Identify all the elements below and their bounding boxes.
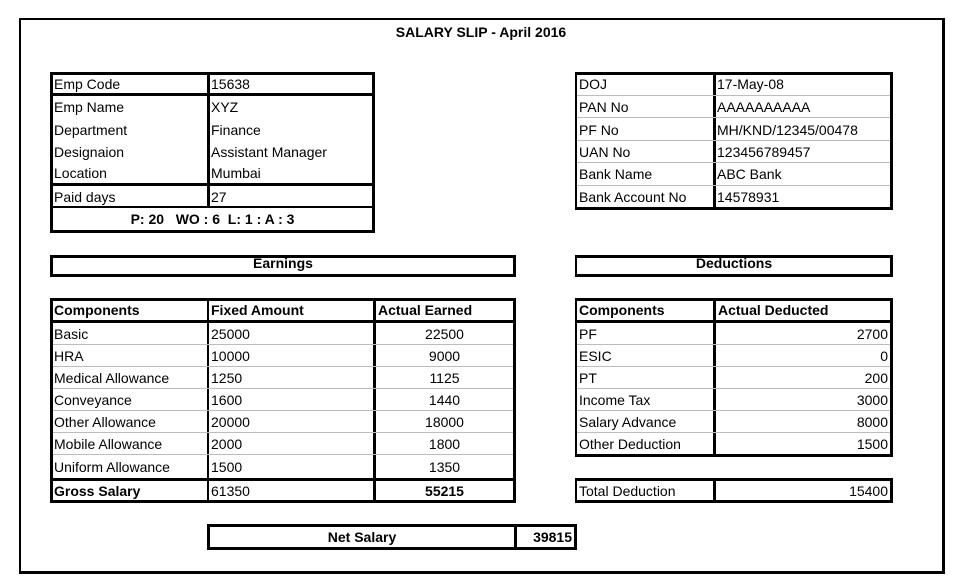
deduction-amount: 2700 (856, 326, 888, 342)
deduction-amount: 3000 (856, 392, 888, 408)
deduction-component: Other Deduction (579, 436, 681, 452)
earning-component: HRA (54, 348, 84, 364)
earning-fixed: 1500 (211, 459, 243, 475)
earning-actual: 1125 (429, 370, 460, 386)
earning-fixed: 1600 (211, 392, 243, 408)
deduction-component: Salary Advance (579, 414, 677, 430)
divider (577, 388, 890, 389)
location-label: Location (54, 165, 107, 181)
divider (53, 410, 513, 411)
deduction-amount: 200 (864, 370, 888, 386)
earnings-col-components: Components (54, 302, 140, 318)
earning-actual: 1350 (428, 459, 461, 475)
doj-value: 17-May-08 (717, 76, 784, 92)
divider (577, 117, 890, 118)
earnings-col-actual: Actual Earned (378, 302, 473, 318)
earnings-col-fixed: Fixed Amount (211, 302, 304, 318)
total-deduction-label: Total Deduction (579, 483, 676, 499)
deductions-col-actual: Actual Deducted (718, 302, 829, 318)
divider (577, 432, 890, 433)
earning-fixed: 10000 (211, 348, 250, 364)
earning-actual: 1440 (428, 392, 461, 408)
divider (577, 410, 890, 411)
emp-name-value: XYZ (211, 99, 239, 115)
earning-actual: 1800 (428, 436, 461, 452)
emp-code-label: Emp Code (54, 76, 121, 92)
divider (575, 320, 893, 323)
page-title: SALARY SLIP - April 2016 (395, 24, 567, 40)
paid-days-label: Paid days (54, 189, 116, 205)
earnings-heading: Earnings (253, 255, 313, 271)
bank-account-label: Bank Account No (579, 189, 687, 205)
divider (577, 140, 890, 141)
deduction-amount: 1500 (856, 436, 888, 452)
designation-value: Assistant Manager (211, 144, 327, 160)
pan-value: AAAAAAAAAA (717, 99, 811, 115)
deduction-component: Income Tax (579, 392, 651, 408)
divider (577, 162, 890, 163)
paid-days-value: 27 (211, 189, 227, 205)
gross-salary-actual: 55215 (425, 483, 464, 499)
divider (577, 185, 890, 186)
deduction-amount: 8000 (856, 414, 888, 430)
location-value: Mumbai (211, 165, 261, 181)
divider (53, 388, 513, 389)
divider (53, 432, 513, 433)
bank-name-label: Bank Name (579, 166, 653, 182)
uan-value: 123456789457 (717, 144, 811, 160)
designation-label: Designaion (54, 144, 125, 160)
earning-fixed: 20000 (211, 414, 250, 430)
bank-account-value: 14578931 (717, 189, 780, 205)
divider (53, 366, 513, 367)
deductions-heading: Deductions (695, 255, 773, 271)
bank-name-value: ABC Bank (717, 166, 782, 182)
department-label: Department (54, 122, 128, 138)
deduction-component: PT (579, 370, 597, 386)
divider (50, 183, 375, 186)
divider (577, 95, 890, 96)
divider (53, 454, 513, 455)
earning-component: Medical Allowance (54, 370, 170, 386)
earning-actual: 18000 (425, 414, 464, 430)
deduction-component: PF (579, 326, 597, 342)
net-salary-label: Net Salary (327, 529, 397, 545)
earning-actual: 22500 (425, 326, 464, 342)
deduction-component: ESIC (579, 348, 612, 364)
department-value: Finance (211, 122, 261, 138)
emp-code-value: 15638 (211, 76, 250, 92)
pf-no-label: PF No (579, 122, 619, 138)
earning-component: Other Allowance (54, 414, 156, 430)
divider (53, 344, 513, 345)
total-deduction-value: 15400 (849, 483, 888, 499)
divider (577, 366, 890, 367)
net-salary-value: 39815 (533, 529, 572, 545)
uan-label: UAN No (579, 144, 631, 160)
gross-salary-fixed: 61350 (211, 483, 250, 499)
earning-fixed: 2000 (211, 436, 243, 452)
attendance-summary: P: 20 WO : 6 L: 1 : A : 3 (130, 211, 295, 227)
divider (577, 344, 890, 345)
earning-component: Uniform Allowance (54, 459, 170, 475)
divider (50, 320, 516, 323)
earning-fixed: 1250 (211, 370, 243, 386)
emp-name-label: Emp Name (54, 99, 125, 115)
earning-fixed: 25000 (211, 326, 250, 342)
deduction-amount: 0 (880, 348, 888, 364)
gross-salary-label: Gross Salary (54, 483, 141, 499)
deductions-col-components: Components (579, 302, 665, 318)
earning-component: Basic (54, 326, 89, 342)
earning-component: Conveyance (54, 392, 132, 408)
pf-no-value: MH/KND/12345/00478 (717, 122, 858, 138)
pan-label: PAN No (579, 99, 629, 115)
doj-label: DOJ (579, 76, 607, 92)
earning-component: Mobile Allowance (54, 436, 163, 452)
earning-actual: 9000 (428, 348, 461, 364)
